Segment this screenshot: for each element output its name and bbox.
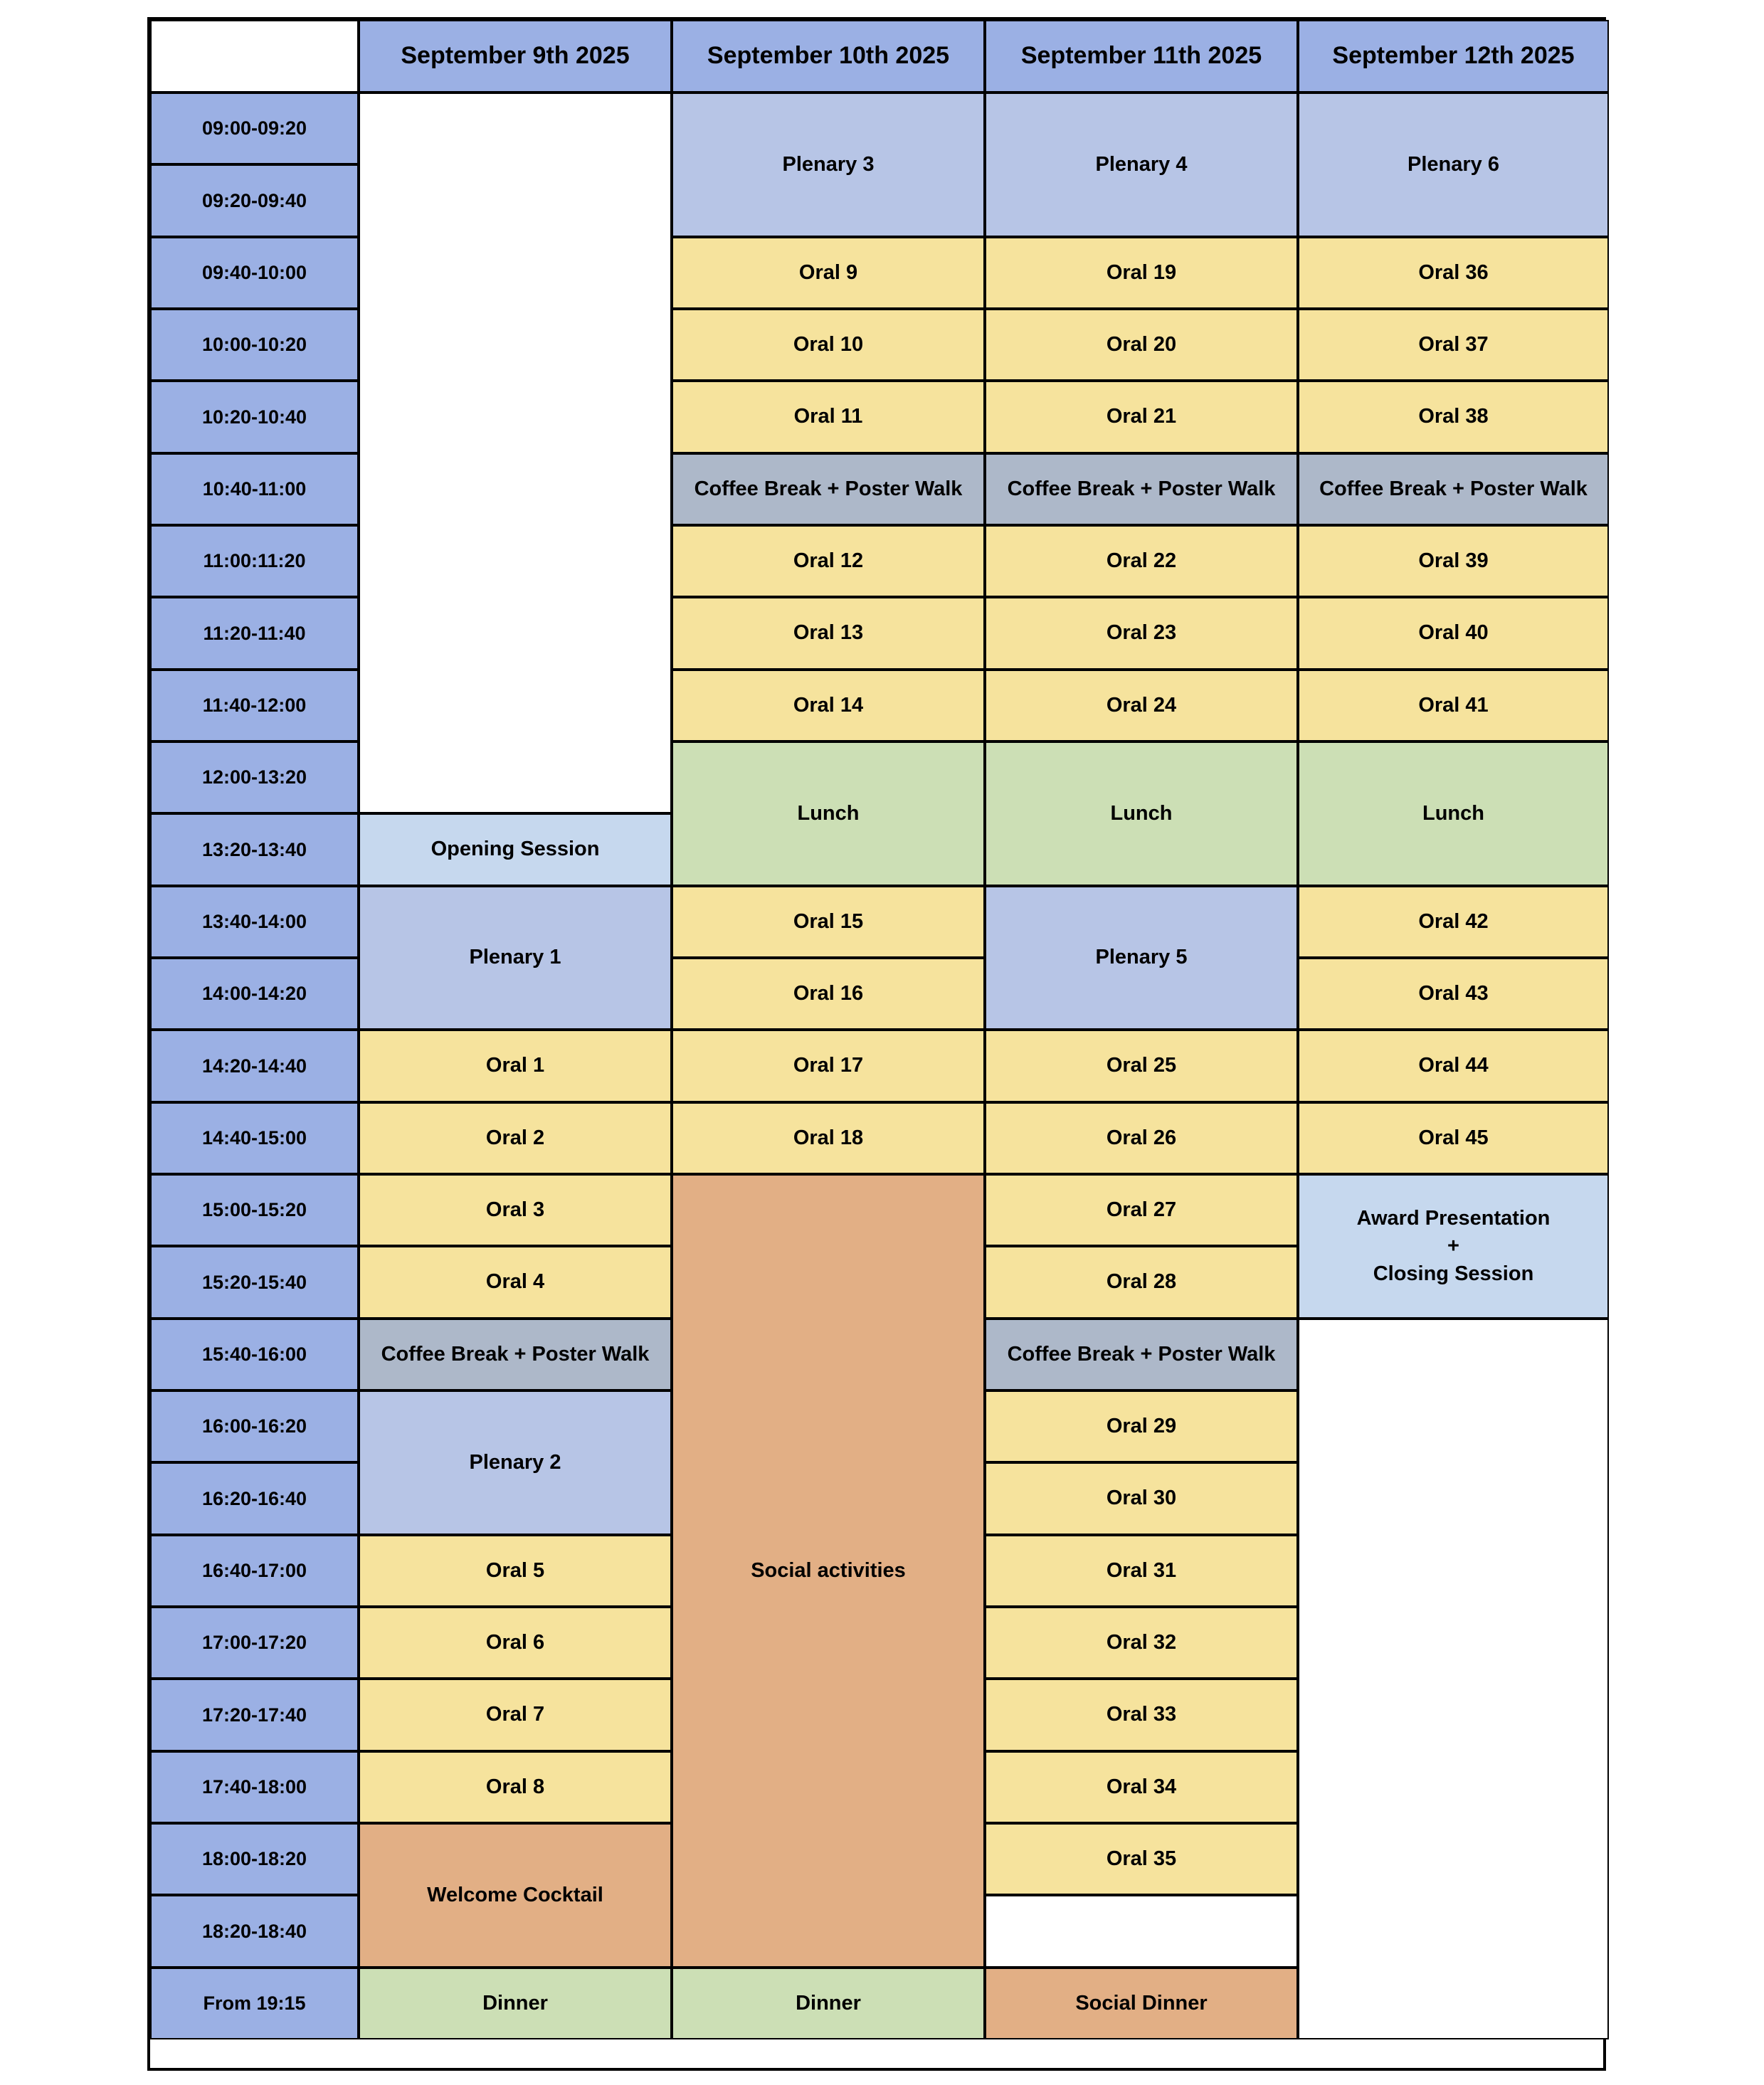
time-slot: 17:00-17:20 xyxy=(150,1607,359,1679)
oral-event: Oral 4 xyxy=(359,1246,672,1318)
oral-event: Oral 32 xyxy=(985,1607,1298,1679)
oral-event: Oral 28 xyxy=(985,1246,1298,1318)
time-slot: 16:40-17:00 xyxy=(150,1535,359,1607)
time-slot: 09:00-09:20 xyxy=(150,93,359,164)
oral-event: Oral 14 xyxy=(672,670,985,741)
oral-event: Oral 11 xyxy=(672,381,985,453)
time-slot: 12:00-13:20 xyxy=(150,741,359,813)
lunch-event: Lunch xyxy=(1298,741,1609,886)
time-slot: 14:20-14:40 xyxy=(150,1030,359,1102)
time-slot: 09:40-10:00 xyxy=(150,237,359,309)
coffee-event: Coffee Break + Poster Walk xyxy=(359,1319,672,1390)
oral-event: Oral 5 xyxy=(359,1535,672,1607)
coffee-event: Coffee Break + Poster Walk xyxy=(985,1319,1298,1390)
oral-event: Oral 35 xyxy=(985,1823,1298,1895)
oral-event: Oral 25 xyxy=(985,1030,1298,1102)
oral-event: Oral 30 xyxy=(985,1462,1298,1534)
time-slot: 14:00-14:20 xyxy=(150,958,359,1030)
empty-slot xyxy=(985,1895,1298,1967)
time-slot: 16:20-16:40 xyxy=(150,1462,359,1534)
social-event: Social Dinner xyxy=(985,1968,1298,2039)
oral-event: Oral 29 xyxy=(985,1390,1298,1462)
oral-event: Oral 24 xyxy=(985,670,1298,741)
day-header-2: September 10th 2025 xyxy=(672,20,985,93)
time-slot: 11:20-11:40 xyxy=(150,597,359,669)
oral-event: Oral 33 xyxy=(985,1679,1298,1751)
oral-event: Oral 19 xyxy=(985,237,1298,309)
oral-event: Oral 13 xyxy=(672,597,985,669)
corner-cell xyxy=(150,20,359,93)
time-slot: 15:20-15:40 xyxy=(150,1246,359,1318)
oral-event: Oral 39 xyxy=(1298,525,1609,597)
oral-event: Oral 2 xyxy=(359,1102,672,1174)
session-event: Award Presentation + Closing Session xyxy=(1298,1174,1609,1319)
day-header-3: September 11th 2025 xyxy=(985,20,1298,93)
plenary-event: Plenary 3 xyxy=(672,93,985,237)
plenary-event: Plenary 5 xyxy=(985,886,1298,1030)
day-header-4: September 12th 2025 xyxy=(1298,20,1609,93)
oral-event: Oral 22 xyxy=(985,525,1298,597)
oral-event: Oral 18 xyxy=(672,1102,985,1174)
time-slot: 17:20-17:40 xyxy=(150,1679,359,1751)
oral-event: Oral 27 xyxy=(985,1174,1298,1246)
oral-event: Oral 3 xyxy=(359,1174,672,1246)
oral-event: Oral 45 xyxy=(1298,1102,1609,1174)
oral-event: Oral 17 xyxy=(672,1030,985,1102)
time-slot: 18:20-18:40 xyxy=(150,1895,359,1967)
lunch-event: Lunch xyxy=(985,741,1298,886)
time-slot: 17:40-18:00 xyxy=(150,1751,359,1823)
oral-event: Oral 26 xyxy=(985,1102,1298,1174)
oral-event: Oral 8 xyxy=(359,1751,672,1823)
oral-event: Oral 37 xyxy=(1298,309,1609,381)
oral-event: Oral 43 xyxy=(1298,958,1609,1030)
oral-event: Oral 9 xyxy=(672,237,985,309)
coffee-event: Coffee Break + Poster Walk xyxy=(1298,453,1609,525)
time-slot: 10:40-11:00 xyxy=(150,453,359,525)
oral-event: Oral 21 xyxy=(985,381,1298,453)
oral-event: Oral 42 xyxy=(1298,886,1609,958)
time-slot: 16:00-16:20 xyxy=(150,1390,359,1462)
plenary-event: Plenary 2 xyxy=(359,1390,672,1535)
oral-event: Oral 6 xyxy=(359,1607,672,1679)
time-slot: 11:40-12:00 xyxy=(150,670,359,741)
oral-event: Oral 44 xyxy=(1298,1030,1609,1102)
schedule-table xyxy=(147,17,1606,2071)
oral-event: Oral 20 xyxy=(985,309,1298,381)
lunch-event: Lunch xyxy=(672,741,985,886)
time-slot: 10:00-10:20 xyxy=(150,309,359,381)
oral-event: Oral 10 xyxy=(672,309,985,381)
time-slot: 14:40-15:00 xyxy=(150,1102,359,1174)
social-event: Welcome Cocktail xyxy=(359,1823,672,1968)
plenary-event: Plenary 4 xyxy=(985,93,1298,237)
oral-event: Oral 34 xyxy=(985,1751,1298,1823)
dinner-event: Dinner xyxy=(672,1968,985,2039)
oral-event: Oral 1 xyxy=(359,1030,672,1102)
time-slot: 13:40-14:00 xyxy=(150,886,359,958)
plenary-event: Plenary 1 xyxy=(359,886,672,1030)
oral-event: Oral 16 xyxy=(672,958,985,1030)
time-slot: 09:20-09:40 xyxy=(150,164,359,236)
oral-event: Oral 40 xyxy=(1298,597,1609,669)
time-slot: 15:00-15:20 xyxy=(150,1174,359,1246)
oral-event: Oral 15 xyxy=(672,886,985,958)
oral-event: Oral 31 xyxy=(985,1535,1298,1607)
oral-event: Oral 23 xyxy=(985,597,1298,669)
time-slot: 11:00:11:20 xyxy=(150,525,359,597)
time-slot: From 19:15 xyxy=(150,1968,359,2039)
time-slot: 10:20-10:40 xyxy=(150,381,359,453)
plenary-event: Plenary 6 xyxy=(1298,93,1609,237)
coffee-event: Coffee Break + Poster Walk xyxy=(985,453,1298,525)
time-slot: 18:00-18:20 xyxy=(150,1823,359,1895)
dinner-event: Dinner xyxy=(359,1968,672,2039)
empty-slot xyxy=(1298,1319,1609,2039)
time-slot: 13:20-13:40 xyxy=(150,813,359,885)
oral-event: Oral 41 xyxy=(1298,670,1609,741)
coffee-event: Coffee Break + Poster Walk xyxy=(672,453,985,525)
oral-event: Oral 12 xyxy=(672,525,985,597)
empty-slot xyxy=(359,93,672,813)
oral-event: Oral 7 xyxy=(359,1679,672,1751)
day-header-1: September 9th 2025 xyxy=(359,20,672,93)
time-slot: 15:40-16:00 xyxy=(150,1319,359,1390)
social-event: Social activities xyxy=(672,1174,985,1968)
oral-event: Oral 36 xyxy=(1298,237,1609,309)
session-event: Opening Session xyxy=(359,813,672,885)
oral-event: Oral 38 xyxy=(1298,381,1609,453)
